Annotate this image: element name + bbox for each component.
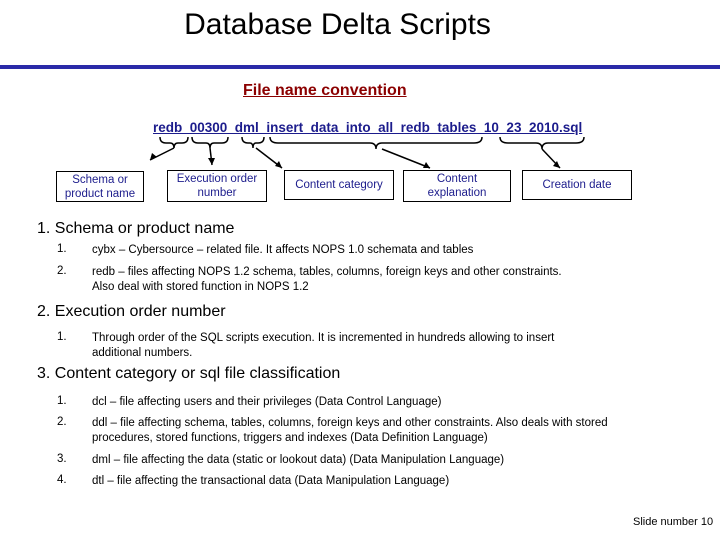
example-filename: redb_00300_dml_insert_data_into_all_redb_tables_10_23_2010.sql <box>153 120 583 135</box>
brace-connectors <box>0 0 720 180</box>
list-item-number: 1. <box>57 331 67 343</box>
list-item-number: 4. <box>57 474 67 486</box>
box-schema-or-product-name <box>56 171 144 202</box>
brace-order <box>192 137 228 148</box>
brace-category <box>242 137 264 148</box>
list-item-number: 1. <box>57 395 67 407</box>
box-content-explanation <box>403 170 511 202</box>
section-heading-schema: 1. Schema or product name <box>37 220 235 237</box>
slide-number: Slide number 10 <box>633 516 714 528</box>
box-execution-order-number <box>167 170 267 202</box>
subtitle: File name convention <box>243 82 407 99</box>
box-label: Execution order number <box>176 173 258 199</box>
list-item-number: 2. <box>57 265 67 277</box>
list-item-text: cybx – Cybersource – related file. It affects NOPS 1.0 schemata and tables <box>92 244 474 256</box>
list-item-number: 3. <box>57 453 67 465</box>
box-content-category <box>284 170 394 200</box>
list-item-number: 1. <box>57 243 67 255</box>
list-item-text: redb – files affecting NOPS 1.2 schema, tables, columns, foreign keys and other constraints. Also deal with stored function in NOPS 1.2 <box>92 266 562 293</box>
list-item-text: dcl – file affecting users and their privileges (Data Control Language) <box>92 396 442 408</box>
brace-schema <box>160 137 188 148</box>
list-item-text: dtl – file affecting the transactional data (Data Manipulation Language) <box>92 475 450 487</box>
list-item-text: Through order of the SQL scripts execution. It is incremented in hundreds allowing to insert additional numbers. <box>92 332 555 359</box>
list-item-text: ddl – file affecting schema, tables, columns, foreign keys and other constraints. Also deals with stored procedures, stored functions, triggers and indexes (Data Definition Language) <box>92 417 608 444</box>
box-label: Schema or product name <box>64 173 136 200</box>
page-title: Database Delta Scripts <box>184 8 491 41</box>
section-heading-content-category: 3. Content category or sql file classification <box>37 365 341 382</box>
list-item-text: dml – file affecting the data (static or lookout data) (Data Manipulation Language) <box>92 454 505 466</box>
box-creation-date <box>522 170 632 200</box>
box-label: Content category <box>295 179 383 191</box>
list-item-number: 2. <box>57 416 67 428</box>
box-label: Content explanation <box>427 173 487 199</box>
brace-date <box>500 137 584 149</box>
section-heading-execution-order: 2. Execution order number <box>37 303 226 320</box>
brace-explanation <box>270 137 482 149</box>
box-label: Creation date <box>542 179 612 191</box>
